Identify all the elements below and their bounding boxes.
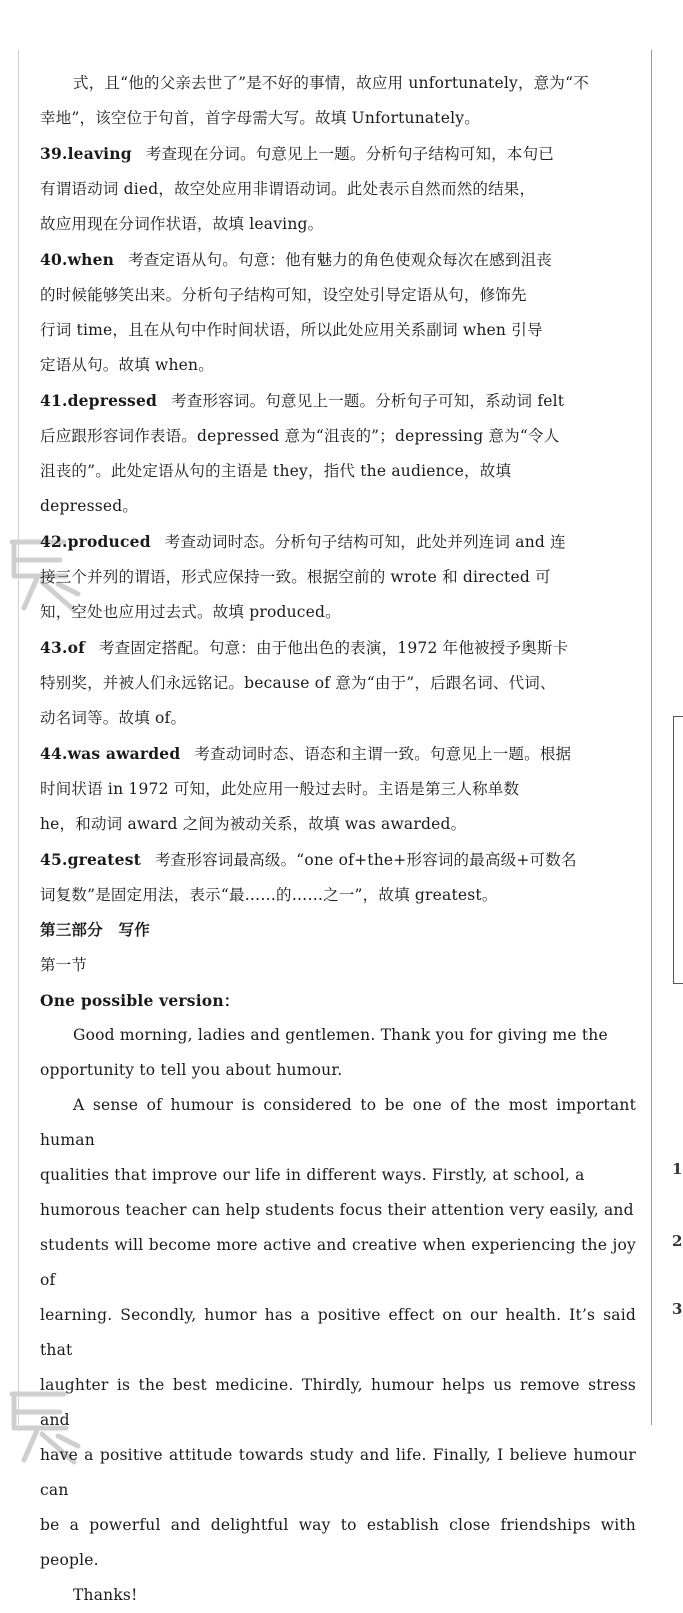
text-line: 的时候能够笑出来。分析句子结构可知，设空处引导定语从句，修饰先 <box>40 286 527 304</box>
essay-paragraph <box>40 1018 636 1088</box>
left-margin-line <box>18 50 19 1425</box>
text-line: opportunity to tell you about humour. <box>40 1061 343 1079</box>
text-line: students will become more active and creative when experiencing the joy of <box>40 1236 636 1289</box>
text-line: be a powerful and delightful way to establish close friendships with people. <box>40 1516 636 1569</box>
answer-number: 41.depressed <box>40 391 158 410</box>
answer-item-43 <box>40 630 636 736</box>
answer-item-42 <box>40 524 636 630</box>
text-line: 沮丧的”。此处定语从句的主语是 they，指代 the audience，故填 <box>40 462 512 480</box>
answer-item-44 <box>40 736 636 842</box>
text-line: 定语从句。故填 when。 <box>40 356 214 374</box>
text-line: have a positive attitude towards study and life. Finally, I believe humour can <box>40 1446 636 1499</box>
text-line: 时间状语 in 1972 可知，此处应用一般过去时。主语是第三人称单数 <box>40 780 520 798</box>
answer-number: 40.when <box>40 250 115 269</box>
answer-item-45 <box>40 842 636 913</box>
text-line: 特别奖，并被人们永远铭记。because of 意为“由于”，后跟名词、代词、 <box>40 674 556 692</box>
version-label: One possible version： <box>40 991 240 1010</box>
text-line: qualities that improve our life in different ways. Firstly, at school, a <box>40 1166 585 1184</box>
edge-table-fragment <box>673 716 683 984</box>
answer-number: 44.was awarded <box>40 744 181 763</box>
essay-paragraph <box>40 1088 636 1578</box>
answer-continuation <box>40 66 636 136</box>
text-line: A sense of humour is considered to be one of the most important human <box>40 1096 636 1149</box>
text-line: 式，且“他的父亲去世了”是不好的事情，故应用 unfortunately，意为“不 <box>73 74 589 92</box>
part-title: 第三部分 写作 <box>40 921 150 939</box>
column-divider <box>651 50 652 1425</box>
text-line: 考查动词时态、语态和主谓一致。句意见上一题。根据 <box>194 745 572 763</box>
answer-number: 39.leaving <box>40 144 132 163</box>
answer-number: 43.of <box>40 638 85 657</box>
text-line: humorous teacher can help students focus their attention very easily, and <box>40 1201 634 1219</box>
essay-closing <box>40 1578 636 1613</box>
text-line: 考查动词时态。分析句子结构可知，此处并列连词 and 连 <box>164 533 566 551</box>
text-line: depressed。 <box>40 497 139 515</box>
answer-number: 45.greatest <box>40 850 141 869</box>
text-line: 接三个并列的谓语，形式应保持一致。根据空前的 wrote 和 directed 可 <box>40 568 551 586</box>
text-line: 考查现在分词。句意见上一题。分析句子结构可知，本句已 <box>145 145 554 163</box>
sample-essay <box>40 1018 636 1613</box>
answer-number: 42.produced <box>40 532 151 551</box>
edge-number: 1 <box>672 1160 683 1178</box>
edge-number: 3 <box>672 1300 683 1318</box>
answer-content <box>40 66 636 1613</box>
text-line: he，和动词 award 之间为被动关系，故填 was awarded。 <box>40 815 467 833</box>
text-line: 行词 time，且在从句中作时间状语，所以此处应用关系副词 when 引导 <box>40 321 543 339</box>
text-line: 考查形容词。句意见上一题。分析句子可知，系动词 felt <box>171 392 565 410</box>
text-line: 知，空处也应用过去式。故填 produced。 <box>40 603 341 621</box>
text-line: laughter is the best medicine. Thirdly, humour helps us remove stress and <box>40 1376 636 1429</box>
answer-item-39 <box>40 136 636 242</box>
text-line: 动名词等。故填 of。 <box>40 709 187 727</box>
edge-number: 2 <box>672 1232 683 1250</box>
text-line: learning. Secondly, humor has a positive effect on our health. It’s said that <box>40 1306 636 1359</box>
text-line: 考查形容词最高级。“one of+the+形容词的最高级+可数名 <box>154 851 577 869</box>
text-line: 幸地”，该空位于句首，首字母需大写。故填 Unfortunately。 <box>40 109 480 127</box>
text-line: Good morning, ladies and gentlemen. Thank you for giving me the <box>73 1026 608 1044</box>
text-line: 考查固定搭配。句意：由于他出色的表演，1972 年他被授予奥斯卡 <box>98 639 569 657</box>
text-line: Thanks! <box>73 1586 138 1604</box>
answer-item-40 <box>40 242 636 383</box>
text-line: 后应跟形容词作表语。depressed 意为“沮丧的”；depressing 意为“令人 <box>40 427 560 445</box>
answer-item-41 <box>40 383 636 524</box>
section-title: 第一节 <box>40 956 88 974</box>
text-line: 考查定语从句。句意：他有魅力的角色使观众每次在感到沮丧 <box>128 251 553 269</box>
text-line: 词复数”是固定用法，表示“最……的……之一”，故填 greatest。 <box>40 886 498 904</box>
text-line: 有谓语动词 died，故空处应用非谓语动词。此处表示自然而然的结果， <box>40 180 536 198</box>
text-line: 故应用现在分词作状语，故填 leaving。 <box>40 215 324 233</box>
